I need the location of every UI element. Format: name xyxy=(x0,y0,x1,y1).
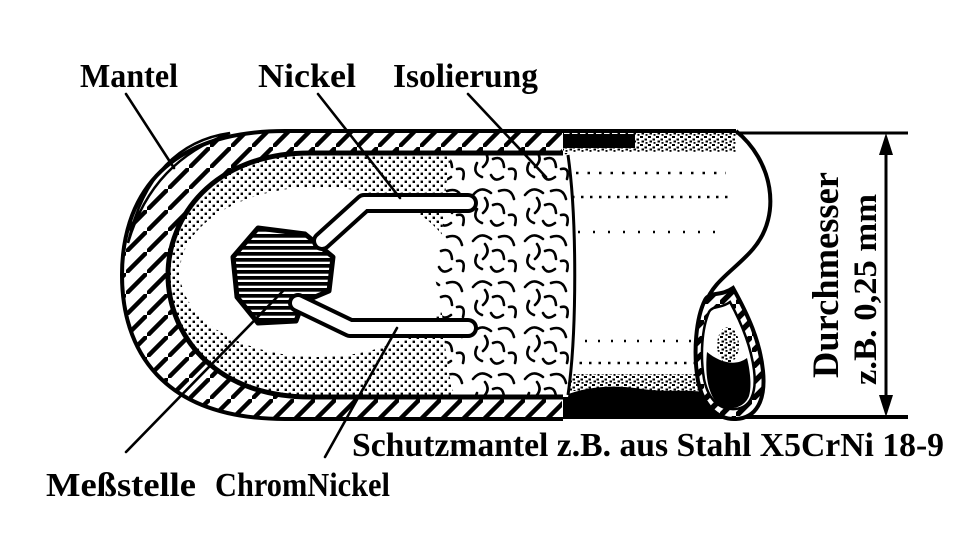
label-schutzmantel: Schutzmantel z.B. aus Stahl X5CrNi 18-9 xyxy=(352,427,944,464)
label-durchmesser: Durchmesser xyxy=(806,169,847,378)
fiber-insulation xyxy=(433,153,575,397)
tube-exterior-top-dark xyxy=(563,134,635,148)
dimension-arrow-bottom xyxy=(879,395,893,417)
tube-section xyxy=(122,131,908,419)
label-messstelle: Meßstelle xyxy=(46,467,196,504)
label-isolierung: Isolierung xyxy=(393,58,538,95)
tube-exterior-bottom-shading xyxy=(563,374,715,391)
sheath-curl-speckle xyxy=(717,327,739,363)
label-chromnickel: ChromNickel xyxy=(215,467,390,504)
label-mantel: Mantel xyxy=(80,58,178,95)
label-nickel: Nickel xyxy=(258,58,356,95)
label-durchmesser-value: z.B. 0,25 mm xyxy=(848,202,884,385)
tube-exterior-bottom-dark xyxy=(563,387,716,418)
sheath-curl xyxy=(696,288,764,419)
leader-mantel xyxy=(126,94,174,168)
dimension-arrow-top xyxy=(879,133,893,155)
